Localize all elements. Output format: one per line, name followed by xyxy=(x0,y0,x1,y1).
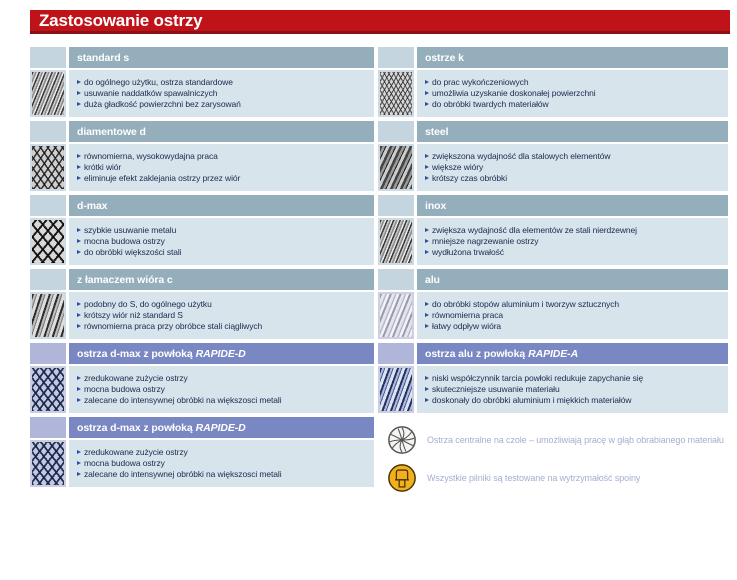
list-item: zwiększa wydajność dla elementów ze stali nierdzewnej xyxy=(425,225,728,236)
burr-photo-rapide-d xyxy=(30,440,66,487)
burr-photo-lamacz-wiora xyxy=(30,292,66,339)
bullet-triangle-icon xyxy=(77,80,81,84)
left-column xyxy=(30,47,374,493)
header-spacer-cell xyxy=(30,121,66,142)
bullet-list xyxy=(69,218,374,265)
bullet-list xyxy=(69,144,374,191)
burr-texture xyxy=(380,72,412,115)
bullet-triangle-icon xyxy=(77,461,81,465)
section-title: diamentowe d xyxy=(77,125,146,138)
burr-texture xyxy=(32,72,64,115)
list-item: doskonały do obróbki aluminium i miękkich materiałów xyxy=(425,395,728,406)
bullet-list xyxy=(417,218,728,265)
note-text: Ostrza centralne na czole – umożliwiają pracę w głąb obrabianego materiału xyxy=(427,435,724,445)
list-item: zredukowane zużycie ostrzy xyxy=(77,447,374,458)
header-spacer-cell xyxy=(30,269,66,290)
weld-seam-test-icon xyxy=(387,463,417,493)
note-text: Wszystkie pilniki są testowane na wytrzymałość spoiny xyxy=(427,473,641,483)
list-item: większe wióry xyxy=(425,162,728,173)
burr-texture xyxy=(380,220,412,263)
section-header xyxy=(417,269,728,290)
bullet-triangle-icon xyxy=(425,250,429,254)
section-header xyxy=(69,343,374,364)
header-spacer-cell xyxy=(378,269,414,290)
burr-photo-alu xyxy=(378,292,414,339)
section-title-italic: RAPIDE-D xyxy=(195,347,246,360)
bullet-triangle-icon xyxy=(77,250,81,254)
list-item: do obróbki większości stali xyxy=(77,247,374,258)
list-item: mocna budowa ostrzy xyxy=(77,384,374,395)
burr-end-face-icon xyxy=(387,425,417,455)
header-spacer-cell xyxy=(30,343,66,364)
list-item: skuteczniejsze usuwanie materiału xyxy=(425,384,728,395)
burr-texture xyxy=(380,368,412,411)
header-spacer-cell xyxy=(378,47,414,68)
section-header xyxy=(417,47,728,68)
bullet-triangle-icon xyxy=(425,313,429,317)
section-title: ostrza d-max z powłoką xyxy=(77,347,193,360)
burr-texture xyxy=(32,442,64,485)
section-title: z łamaczem wióra c xyxy=(77,273,173,286)
section-dmax-rapide-d-2 xyxy=(30,417,374,491)
section-title-italic: RAPIDE-A xyxy=(528,347,579,360)
section-title: ostrze k xyxy=(425,51,464,64)
header-spacer-cell xyxy=(30,417,66,438)
list-item: usuwanie naddatków spawalniczych xyxy=(77,88,374,99)
page-title: Zastosowanie ostrzy xyxy=(30,10,730,34)
section-title: alu xyxy=(425,273,440,286)
list-item: mocna budowa ostrzy xyxy=(77,458,374,469)
section-header xyxy=(69,417,374,438)
section-standard-s xyxy=(30,47,374,121)
bullet-triangle-icon xyxy=(425,376,429,380)
list-item: mocna budowa ostrzy xyxy=(77,236,374,247)
list-item: zalecane do intensywnej obróbki na większosci metali xyxy=(77,469,374,480)
list-item: do ogólnego użytku, ostrza standardowe xyxy=(77,77,374,88)
bullet-triangle-icon xyxy=(425,102,429,106)
section-alu-rapide-a xyxy=(378,343,728,417)
bullet-triangle-icon xyxy=(425,165,429,169)
bullet-triangle-icon xyxy=(425,387,429,391)
bullet-triangle-icon xyxy=(77,398,81,402)
section-header xyxy=(417,343,728,364)
bullet-triangle-icon xyxy=(77,239,81,243)
bullet-list xyxy=(417,292,728,339)
header-spacer-cell xyxy=(378,121,414,142)
bullet-triangle-icon xyxy=(77,91,81,95)
burr-texture xyxy=(380,146,412,189)
content-columns xyxy=(30,47,728,493)
bullet-triangle-icon xyxy=(425,324,429,328)
list-item: eliminuje efekt zaklejania ostrzy przez wiór xyxy=(77,173,374,184)
bullet-triangle-icon xyxy=(77,313,81,317)
bullet-triangle-icon xyxy=(77,165,81,169)
section-header xyxy=(417,121,728,142)
list-item: szybkie usuwanie metalu xyxy=(77,225,374,236)
list-item: duża gładkość powierzchni bez zarysowań xyxy=(77,99,374,110)
note-central-cutting-edges xyxy=(378,425,728,455)
list-item: niski współczynnik tarcia powłoki redukuje zapychanie się xyxy=(425,373,728,384)
bullet-triangle-icon xyxy=(77,228,81,232)
bullet-list xyxy=(417,366,728,413)
section-title: ostrza alu z powłoką xyxy=(425,347,526,360)
bullet-triangle-icon xyxy=(425,302,429,306)
header-spacer-cell xyxy=(378,343,414,364)
list-item: zalecane do intensywnej obróbki na większosci metali xyxy=(77,395,374,406)
burr-texture xyxy=(380,294,412,337)
burr-photo-rapide-d xyxy=(30,366,66,413)
list-item: do obróbki stopów aluminium i tworzyw sztucznych xyxy=(425,299,728,310)
bullet-triangle-icon xyxy=(77,154,81,158)
bullet-triangle-icon xyxy=(77,472,81,476)
section-header xyxy=(69,195,374,216)
section-title: steel xyxy=(425,125,449,138)
section-diamentowe-d xyxy=(30,121,374,195)
list-item: równomierna praca xyxy=(425,310,728,321)
section-alu xyxy=(378,269,728,343)
bullet-triangle-icon xyxy=(77,376,81,380)
burr-photo-rapide-a xyxy=(378,366,414,413)
section-header xyxy=(69,47,374,68)
list-item: równomierna, wysokowydajna praca xyxy=(77,151,374,162)
list-item: umożliwia uzyskanie doskonałej powierzchni xyxy=(425,88,728,99)
footnotes xyxy=(378,425,728,493)
section-d-max xyxy=(30,195,374,269)
section-title: standard s xyxy=(77,51,130,64)
burr-photo-ostrze-k xyxy=(378,70,414,117)
bullet-triangle-icon xyxy=(77,102,81,106)
right-column xyxy=(378,47,728,493)
note-weld-tested xyxy=(378,463,728,493)
section-steel xyxy=(378,121,728,195)
burr-photo-d-max xyxy=(30,218,66,265)
list-item: równomierna praca przy obróbce stali ciągliwych xyxy=(77,321,374,332)
section-title: ostrza d-max z powłoką xyxy=(77,421,193,434)
header-spacer-cell xyxy=(30,195,66,216)
section-inox xyxy=(378,195,728,269)
header-spacer-cell xyxy=(30,47,66,68)
bullet-triangle-icon xyxy=(77,302,81,306)
bullet-triangle-icon xyxy=(425,80,429,84)
list-item: krótszy czas obróbki xyxy=(425,173,728,184)
bullet-triangle-icon xyxy=(425,91,429,95)
section-z-lamaczem-wiora-c xyxy=(30,269,374,343)
list-item: do prac wykończeniowych xyxy=(425,77,728,88)
bullet-triangle-icon xyxy=(77,176,81,180)
burr-texture xyxy=(32,220,64,263)
section-header xyxy=(69,269,374,290)
burr-texture xyxy=(32,146,64,189)
list-item: łatwy odpływ wióra xyxy=(425,321,728,332)
bullet-list xyxy=(417,70,728,117)
list-item: do obróbki twardych materiałów xyxy=(425,99,728,110)
bullet-list xyxy=(417,144,728,191)
bullet-triangle-icon xyxy=(425,398,429,402)
bullet-triangle-icon xyxy=(77,387,81,391)
section-header xyxy=(417,195,728,216)
list-item: zredukowane zużycie ostrzy xyxy=(77,373,374,384)
bullet-list xyxy=(69,292,374,339)
section-title: d-max xyxy=(77,199,108,212)
bullet-triangle-icon xyxy=(425,176,429,180)
burr-photo-standard-s xyxy=(30,70,66,117)
bullet-triangle-icon xyxy=(77,450,81,454)
section-header xyxy=(69,121,374,142)
section-ostrze-k xyxy=(378,47,728,121)
burr-texture xyxy=(32,368,64,411)
burr-photo-inox xyxy=(378,218,414,265)
header-spacer-cell xyxy=(378,195,414,216)
list-item: podobny do S, do ogólnego użytku xyxy=(77,299,374,310)
burr-photo-diamentowe-d xyxy=(30,144,66,191)
section-title: inox xyxy=(425,199,447,212)
section-dmax-rapide-d-1 xyxy=(30,343,374,417)
bullet-triangle-icon xyxy=(425,154,429,158)
burr-photo-steel xyxy=(378,144,414,191)
bullet-triangle-icon xyxy=(77,324,81,328)
list-item: krótki wiór xyxy=(77,162,374,173)
section-title-italic: RAPIDE-D xyxy=(195,421,246,434)
list-item: wydłużona trwałość xyxy=(425,247,728,258)
list-item: mniejsze nagrzewanie ostrzy xyxy=(425,236,728,247)
bullet-list xyxy=(69,440,374,487)
bullet-list xyxy=(69,70,374,117)
bullet-triangle-icon xyxy=(425,239,429,243)
bullet-triangle-icon xyxy=(425,228,429,232)
list-item: zwiększona wydajność dla stalowych elementów xyxy=(425,151,728,162)
bullet-list xyxy=(69,366,374,413)
list-item: krótszy wiór niż standard S xyxy=(77,310,374,321)
burr-texture xyxy=(32,294,64,337)
